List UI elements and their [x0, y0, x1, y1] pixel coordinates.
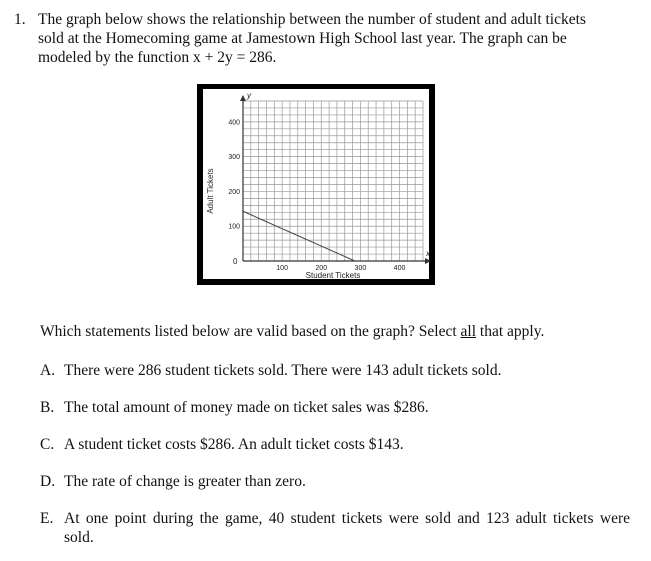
question-number: 1. — [14, 11, 26, 28]
graph-frame — [197, 84, 435, 285]
x-tick-label: 300 — [354, 265, 367, 272]
option-text: The rate of change is greater than zero. — [64, 473, 306, 490]
y-tick-label: 200 — [228, 188, 240, 196]
option-text: A student ticket costs $286. An adult ticket costs $143. — [64, 436, 404, 453]
x-tick-label: 100 — [276, 265, 288, 272]
option-letter: A. — [40, 362, 56, 379]
axes — [240, 95, 431, 264]
x-axis-letter: x — [426, 249, 430, 258]
option-letter: B. — [40, 399, 55, 416]
question-text-line-2: sold at the Homecoming game at Jamestown High School last year. The graph can be — [38, 30, 567, 47]
y-axis-letter: y — [247, 91, 251, 100]
grid — [243, 101, 423, 261]
y-tick-label: 400 — [228, 119, 240, 127]
option-text — [64, 509, 630, 547]
tick-labels — [228, 119, 405, 272]
option-text-line-1: At one point during the game, 40 student tickets were sold and 123 adult tickets were — [64, 510, 630, 527]
y-tick-label: 100 — [228, 223, 240, 231]
x-tick-label: 400 — [393, 265, 406, 272]
option-letter: C. — [40, 436, 55, 453]
origin-label: 0 — [233, 257, 238, 266]
prompt — [40, 323, 544, 341]
prompt-text-before: Which statements listed below are valid based on the graph? Select — [40, 323, 461, 340]
x-axis-label: Student Tickets — [305, 271, 361, 280]
series — [243, 211, 355, 261]
option-letter: D. — [40, 473, 56, 490]
prompt-text-after: that apply. — [476, 323, 545, 340]
question-text — [38, 10, 628, 67]
x-tick-label: 200 — [315, 265, 328, 272]
option-text: There were 286 student tickets sold. There were 143 adult tickets sold. — [64, 362, 502, 379]
graph-area — [203, 89, 429, 279]
question-text-line-1: The graph below shows the relationship between the number of student and adult tickets — [38, 11, 586, 28]
option-text: The total amount of money made on ticket sales was $286. — [64, 399, 429, 416]
y-tick-label: 300 — [228, 154, 240, 162]
x-axis-arrow — [425, 258, 431, 264]
y-axis-arrow — [240, 95, 246, 101]
question-text-line-3: modeled by the function x + 2y = 286. — [38, 49, 277, 66]
option-text-line-2: sold. — [64, 529, 94, 546]
line-graph — [203, 89, 429, 279]
y-axis-label: Adult Tickets — [206, 168, 215, 214]
prompt-emphasis: all — [460, 323, 477, 340]
series-line — [243, 211, 355, 261]
option-letter: E. — [40, 510, 54, 527]
